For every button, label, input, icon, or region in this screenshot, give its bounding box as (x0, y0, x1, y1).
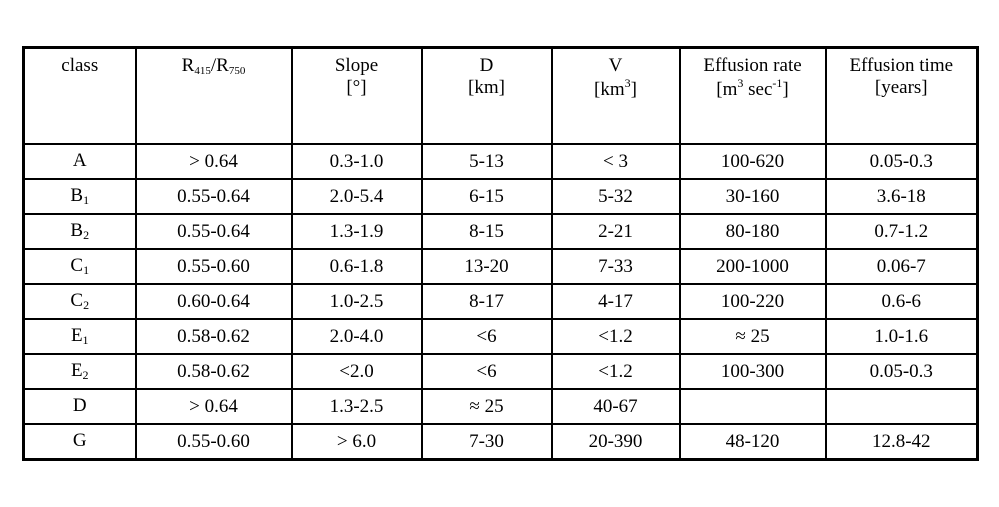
table-row (24, 179, 978, 214)
header-row (24, 48, 978, 145)
header-slope-label: Slope (334, 55, 379, 76)
header-diameter-label: D (479, 55, 494, 76)
header-slope (292, 48, 422, 145)
lava-flow-classes-table (22, 46, 979, 461)
header-class-label: class (61, 55, 99, 76)
cell-ratio: 0.55-0.60 (136, 424, 292, 460)
cell-diameter: 5-13 (422, 144, 552, 179)
cell-effusion-time: 1.0-1.6 (826, 319, 978, 354)
cell-volume: 7-33 (552, 249, 680, 284)
cell-effusion-time: 3.6-18 (826, 179, 978, 214)
cell-slope: 2.0-5.4 (292, 179, 422, 214)
cell-ratio: 0.55-0.60 (136, 249, 292, 284)
header-effusion-rate-unit: [$m^3$ $\sec^{-1}$] (716, 75, 789, 100)
header-ratio (136, 48, 292, 145)
header-volume-label: V (608, 55, 623, 76)
header-diameter (422, 48, 552, 145)
cell-effusion-rate (680, 389, 826, 424)
cell-effusion-rate: 100-300 (680, 354, 826, 389)
cell-ratio: > 0.64 (136, 389, 292, 424)
cell-effusion-rate: 80-180 (680, 214, 826, 249)
cell-effusion-time: 0.7-1.2 (826, 214, 978, 249)
cell-effusion-time: 0.05-0.3 (826, 354, 978, 389)
cell-diameter: 6-15 (422, 179, 552, 214)
header-class (24, 48, 136, 145)
cell-diameter: 13-20 (422, 249, 552, 284)
cell-effusion-time: 12.8-42 (826, 424, 978, 460)
cell-slope: 0.3-1.0 (292, 144, 422, 179)
header-volume-unit: $[km^3]$ (594, 75, 637, 100)
cell-ratio: 0.58-0.62 (136, 319, 292, 354)
cell-ratio: 0.55-0.64 (136, 179, 292, 214)
cell-volume: 40-67 (552, 389, 680, 424)
cell-slope: 0.6-1.8 (292, 249, 422, 284)
cell-ratio: 0.60-0.64 (136, 284, 292, 319)
cell-diameter: <6 (422, 319, 552, 354)
cell-effusion-time: 0.6-6 (826, 284, 978, 319)
table-row (24, 144, 978, 179)
cell-volume: 5-32 (552, 179, 680, 214)
cell-effusion-rate: 100-220 (680, 284, 826, 319)
header-slope-unit: [°] (346, 76, 367, 98)
cell-effusion-rate: 30-160 (680, 179, 826, 214)
cell-class: $E_1$ (24, 319, 136, 354)
cell-effusion-time: 0.05-0.3 (826, 144, 978, 179)
cell-ratio: > 0.64 (136, 144, 292, 179)
cell-class: D (24, 389, 136, 424)
header-volume (552, 48, 680, 145)
cell-volume: <1.2 (552, 354, 680, 389)
table-row (24, 319, 978, 354)
table-row (24, 249, 978, 284)
cell-effusion-time (826, 389, 978, 424)
cell-class: G (24, 424, 136, 460)
cell-effusion-rate: 100-620 (680, 144, 826, 179)
cell-ratio: 0.55-0.64 (136, 214, 292, 249)
cell-diameter: ≈ 25 (422, 389, 552, 424)
cell-diameter: 8-17 (422, 284, 552, 319)
cell-diameter: 8-15 (422, 214, 552, 249)
cell-diameter: 7-30 (422, 424, 552, 460)
header-effusion-rate-label: Effusion rate (703, 55, 802, 76)
cell-class: $B_2$ (24, 214, 136, 249)
cell-effusion-rate: 48-120 (680, 424, 826, 460)
cell-effusion-rate: ≈ 25 (680, 319, 826, 354)
header-effusion-rate (680, 48, 826, 145)
cell-volume: < 3 (552, 144, 680, 179)
cell-volume: 20-390 (552, 424, 680, 460)
header-effusion-time-unit: [years] (874, 76, 928, 98)
cell-slope: 1.3-1.9 (292, 214, 422, 249)
table-row (24, 424, 978, 460)
cell-slope: 1.0-2.5 (292, 284, 422, 319)
cell-volume: 4-17 (552, 284, 680, 319)
cell-class: $E_2$ (24, 354, 136, 389)
cell-slope: <2.0 (292, 354, 422, 389)
table-row (24, 354, 978, 389)
cell-volume: 2-21 (552, 214, 680, 249)
header-effusion-time-label: Effusion time (849, 55, 954, 76)
cell-ratio: 0.58-0.62 (136, 354, 292, 389)
table-row (24, 284, 978, 319)
cell-volume: <1.2 (552, 319, 680, 354)
cell-effusion-rate: 200-1000 (680, 249, 826, 284)
cell-class: $C_1$ (24, 249, 136, 284)
header-ratio-label: $R_{415}/R_{750}$ (181, 55, 246, 77)
cell-effusion-time: 0.06-7 (826, 249, 978, 284)
table-row (24, 214, 978, 249)
cell-diameter: <6 (422, 354, 552, 389)
cell-class: $C_2$ (24, 284, 136, 319)
table-row (24, 389, 978, 424)
cell-slope: 1.3-2.5 (292, 389, 422, 424)
header-effusion-time (826, 48, 978, 145)
header-diameter-unit: [km] (468, 76, 505, 98)
cell-class: A (24, 144, 136, 179)
cell-slope: > 6.0 (292, 424, 422, 460)
cell-class: $B_1$ (24, 179, 136, 214)
cell-slope: 2.0-4.0 (292, 319, 422, 354)
